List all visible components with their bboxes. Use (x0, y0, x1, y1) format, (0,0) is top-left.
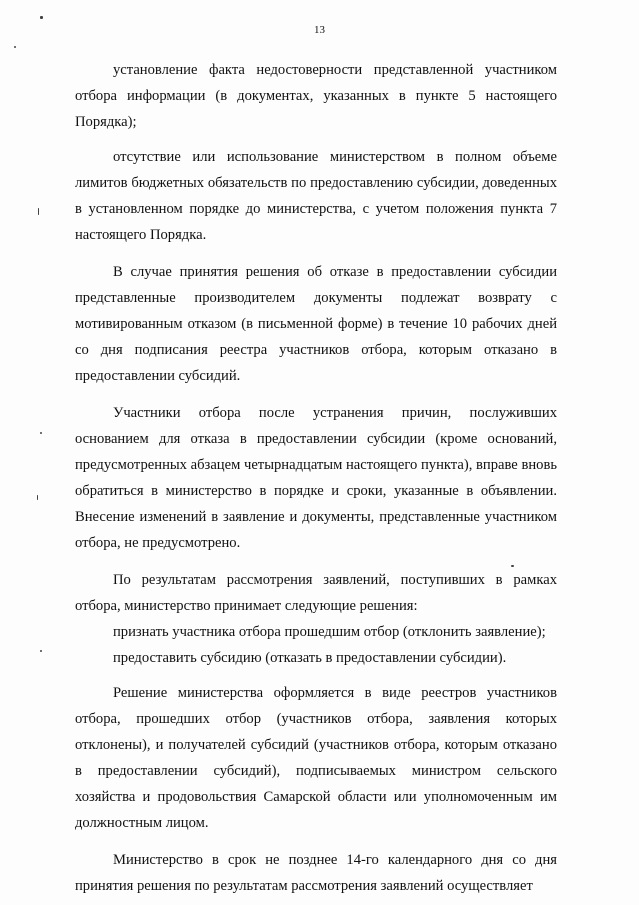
scan-speck (511, 565, 514, 567)
paragraph-decision-grant: предоставить субсидию (отказать в предоставлении субсидии). (113, 650, 507, 666)
paragraph-budget-limits: отсутствие или использование министерством в полном объеме лимитов бюджетных обязательств по предоставлению субсидии, доведенных в установленном порядке до министерства, с учетом положения пункта 7 настоящего Порядка. (75, 149, 557, 243)
scan-speck (40, 650, 42, 652)
paragraph-registry-decision: Решение министерства оформляется в виде реестров участников отбора, прошедших отбор (участников отбора, заявления которых отклонены), и получателей субсидий (участников отбора, которым отказано в предоставлении субсидий), подписываемых министром сельского хозяйства и продовольствия Самарской области или уполномоченным им должностным лицом. (75, 685, 557, 831)
scan-speck (40, 432, 42, 434)
paragraph-review-results: По результатам рассмотрения заявлений, поступивших в рамках отбора, министерство принимает следующие решения: (75, 572, 557, 614)
paragraph-reapplication: Участники отбора после устранения причин, послуживших основанием для отказа в предоставлении субсидии (кроме оснований, предусмотренных абзацем четырнадцатым настоящего пункта), вправе вновь обратиться в министерство в порядке и сроки, указанные в объявлении. Внесение изменений в заявление и документы, представленные участником отбора, не предусмотрено. (75, 405, 557, 551)
paragraph-decision-admit: признать участника отбора прошедшим отбор (отклонить заявление); (113, 624, 546, 640)
paragraph-deadline: Министерство в срок не позднее 14-го календарного дня со дня принятия решения по результатам рассмотрения заявлений осуществляет (75, 852, 557, 894)
scan-speck (37, 495, 38, 500)
page-number: 13 (314, 24, 325, 36)
scan-speck (38, 208, 39, 215)
document-body (75, 57, 557, 899)
scan-speck (14, 46, 16, 48)
scan-speck (40, 16, 43, 19)
paragraph-unreliable-information: установление факта недостоверности представленной участником отбора информации (в документах, указанных в пункте 5 настоящего Порядка); (75, 62, 557, 130)
paragraph-refusal-return: В случае принятия решения об отказе в предоставлении субсидии представленные производителем документы подлежат возврату с мотивированным отказом (в письменной форме) в течение 10 рабочих дней со дня подписания реестра участников отбора, которым отказано в предоставлении субсидий. (75, 264, 557, 384)
